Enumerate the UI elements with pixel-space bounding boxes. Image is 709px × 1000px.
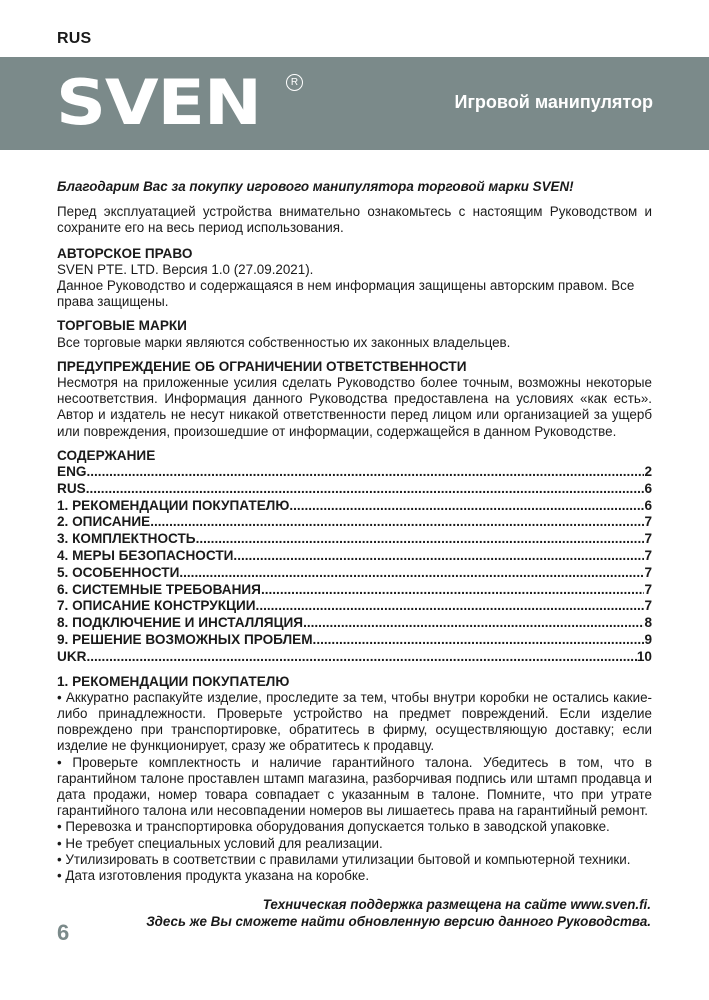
trademarks-section (57, 318, 652, 350)
language-label: RUS (57, 30, 92, 47)
toc-item[interactable]: 7. ОПИСАНИЕ КОНСТРУКЦИИ ..... 7 (57, 598, 652, 615)
toc-item[interactable]: ENG ..... 2 (57, 464, 652, 481)
toc-item[interactable]: 6. СИСТЕМНЫЕ ТРЕБОВАНИЯ ..... 7 (57, 582, 652, 599)
copyright-text: Данное Руководство и содержащаяся в нем информация защищены авторским правом. Все права защищены. (57, 278, 635, 310)
disclaimer-section (57, 359, 652, 440)
disclaimer-heading: ПРЕДУПРЕЖДЕНИЕ ОБ ОГРАНИЧЕНИИ ОТВЕТСТВЕННОСТИ (57, 358, 467, 374)
toc-item[interactable]: RUS ..... 6 (57, 481, 652, 498)
toc-item[interactable]: 5. ОСОБЕННОСТИ ..... 7 (57, 565, 652, 582)
toc-item[interactable]: 3. КОМПЛЕКТНОСТЬ ..... 7 (57, 531, 652, 548)
bullet-item: • Утилизировать в соответствии с правилами утилизации бытовой и компьютерной техники. (57, 851, 631, 867)
sven-logo: SVEN (56, 66, 261, 139)
recommendations-heading: 1. РЕКОМЕНДАЦИИ ПОКУПАТЕЛЮ (57, 673, 290, 689)
toc-item[interactable]: 8. ПОДКЛЮЧЕНИЕ И ИНСТАЛЛЯЦИЯ ..... 8 (57, 615, 652, 632)
toc-item[interactable]: UKR ..... 10 (57, 649, 652, 666)
intro-notice: Перед эксплуатацией устройства внимательно ознакомьтесь с настоящим Руководством и сохраните его на весь период использования. (57, 204, 652, 236)
trademarks-heading: ТОРГОВЫЕ МАРКИ (57, 318, 187, 334)
thanks-text: Благодарим Вас за покупку игрового манипулятора торговой марки SVEN! (57, 179, 574, 194)
toc-section (57, 448, 652, 666)
toc-list (57, 464, 652, 666)
support-line-1: Техническая поддержка размещена на сайте www.sven.fi. (262, 897, 651, 912)
bullet-item: • Не требует специальных условий для реализации. (57, 835, 383, 851)
bullet-item: • Аккуратно распакуйте изделие, проследите за тем, чтобы внутри коробки не остались какие-либо принадлежности. Проверьте устройство на предмет повреждений. Если изделие повреждено при транспортировке, обратитесь в фирму, осуществляющую доставку; если изделие не функционирует, сразу же обратитесь к продавцу. (57, 689, 652, 754)
toc-item[interactable]: 1. РЕКОМЕНДАЦИИ ПОКУПАТЕЛЮ ..... 6 (57, 498, 652, 515)
support-line-2: Здесь же Вы сможете найти обновленную версию данного Руководства. (146, 913, 651, 929)
recommendations-section (57, 674, 652, 885)
copyright-heading: АВТОРСКОЕ ПРАВО (57, 245, 193, 261)
copyright-section (57, 246, 652, 311)
disclaimer-text: Несмотря на приложенные усилия сделать Руководство более точным, возможны некоторые несоответствия. Информация данного Руководства предоставлена на условиях «как есть». Автор и издатель не несут никакой ответственности перед лицом или организацией за ущерб или повреждения, произошедшие от информации, содержащейся в данном Руководстве. (57, 375, 652, 439)
support-note (146, 897, 651, 930)
toc-item[interactable]: 4. МЕРЫ БЕЗОПАСНОСТИ ..... 7 (57, 548, 652, 565)
product-title: Игровой манипулятор (454, 92, 653, 112)
registered-trademark-icon: R (286, 74, 303, 91)
bullet-item: • Дата изготовления продукта указана на коробке. (57, 868, 370, 884)
bullet-item: • Проверьте комплектность и наличие гарантийного талона. Убедитесь в том, что в гарантийном талоне проставлен штамп магазина, разборчивая подпись или штамп продавца и дата продажи, номер товара совпадает с указанным в талоне. Помните, что при утрате гарантийного талона или несовпадении номеров вы лишаетесь права на гарантийный ремонт. (57, 754, 652, 819)
trademarks-text: Все торговые марки являются собственностью их законных владельцев. (57, 334, 511, 350)
toc-heading: СОДЕРЖАНИЕ (57, 447, 156, 463)
manual-content (57, 179, 652, 884)
bullet-item: • Перевозка и транспортировка оборудования допускается только в заводской упаковке. (57, 819, 610, 835)
toc-item[interactable]: 9. РЕШЕНИЕ ВОЗМОЖНЫХ ПРОБЛЕМ ..... 9 (57, 632, 652, 649)
toc-item[interactable]: 2. ОПИСАНИЕ ..... 7 (57, 514, 652, 531)
page-number: 6 (57, 920, 70, 945)
copyright-version: SVEN PTE. LTD. Версия 1.0 (27.09.2021). (57, 261, 314, 277)
